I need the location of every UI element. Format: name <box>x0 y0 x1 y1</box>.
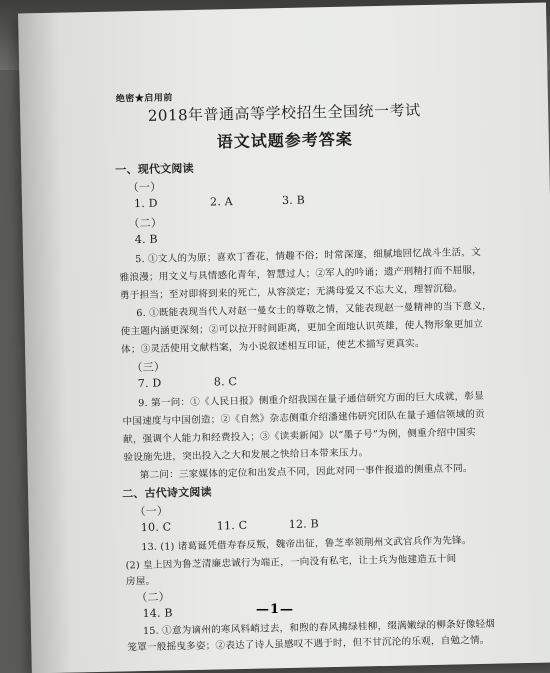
answer-q11: 11. C <box>216 518 248 533</box>
subsection-label: （一） <box>134 504 169 519</box>
answer-q2: 2. A <box>209 195 233 209</box>
answer-q5-line: 勇于担当；至对即将到来的死亡，从容淡定；无满母爱又不忘大义，理智沉稳。 <box>119 283 463 302</box>
answer-q8: 8. C <box>213 375 238 389</box>
answer-sheet-page <box>18 2 550 673</box>
answer-q15-line: 15. ①意为谪州的寒风料峭过去，和煦的春风拂绿桂柳，缀满嫩绿的柳条好像轻烟 <box>142 618 496 638</box>
answer-key-title: 语文试题参考答案 <box>216 129 353 152</box>
answer-q12: 12. B <box>288 517 320 531</box>
subsection-label: （三） <box>131 360 166 375</box>
answer-q3: 3. B <box>281 193 306 208</box>
exam-title: 2018年普通高等学校招生全国统一考试 <box>147 101 421 125</box>
answer-q13-line: 房屋。 <box>125 575 156 588</box>
answer-q6-line: 使主题内涵更深刻；②可以拉开时间距离，更加全面地认识英雄，使人物形象更加立 <box>120 318 484 338</box>
subsection-label: （一） <box>127 180 162 195</box>
answer-q6-line: 6. ①既能表现当代人对赵一曼女士的尊敬之情，又能表现赵一曼精神的当下意义， <box>136 300 492 320</box>
section-heading-modern-reading: 一、现代文阅读 <box>115 161 194 177</box>
subsection-label: （二） <box>128 216 163 231</box>
answer-q10: 10. C <box>140 520 172 535</box>
answer-q9-line: 第二问：三家媒体的定位和出发点不同，因此对同一事件报道的侧重点不同。 <box>139 463 473 482</box>
answer-q9-line: 中国速度与中国创造；②《自然》杂志侧重介绍潘建伟研究团队在量子通信领域的贡 <box>122 408 486 428</box>
answer-q9-line: 验设施先进，突出投入之大和发展之快给日本带来压力。 <box>123 447 369 464</box>
answer-q9-line: 9. 第一问：①《人民日报》侧重介绍我国在量子通信研究方面的巨大成就，彰显 <box>138 390 485 410</box>
answer-q4: 4. B <box>134 232 158 247</box>
answer-q13-line: 13. (1) 诸葛诞凭借寿春反叛，魏帝出征，鲁芝率领荆州文武官兵作为先锋。 <box>141 535 472 554</box>
answer-q13-line: (2) 皇上因为鲁芝清廉忠诚行为端正，一向没有私宅，让士兵为他建造五十间 <box>125 553 457 572</box>
answer-q9-line: 献，强调个人能力和经费投入；③《读卖新闻》以“墨子号”为例，侧重介绍中国实 <box>122 427 477 446</box>
answer-q5-line: 5. ①文人的为原；喜欢丁香花，情趣不俗；时常深邃，细腻地回忆战斗生活，文 <box>135 246 482 266</box>
answer-q6-line: 体；③灵活使用文献档案，为小说叙述相互印证，使艺术描写更真实。 <box>121 338 425 356</box>
answer-q5-line: 雅浪漫；用文义与具情感化青年，智慧过人；②军人的吟诵；遗产刑精打而不屈服， <box>119 264 483 284</box>
answer-q14: 14. B <box>142 606 173 621</box>
answer-q15-line: 笼罩一般摇曳多姿；②表达了诗人虽感叹不遇于时，但不甘沉沦的乐观，自勉之情。 <box>127 634 490 654</box>
section-heading-classical-reading: 二、古代诗文阅读 <box>122 485 212 501</box>
answer-q7: 7. D <box>137 376 162 391</box>
answer-q1: 1. D <box>133 196 158 211</box>
confidential-label: 绝密★启用前 <box>115 93 173 105</box>
subsection-label: （二） <box>136 590 171 605</box>
page-number: —1— <box>255 602 295 617</box>
